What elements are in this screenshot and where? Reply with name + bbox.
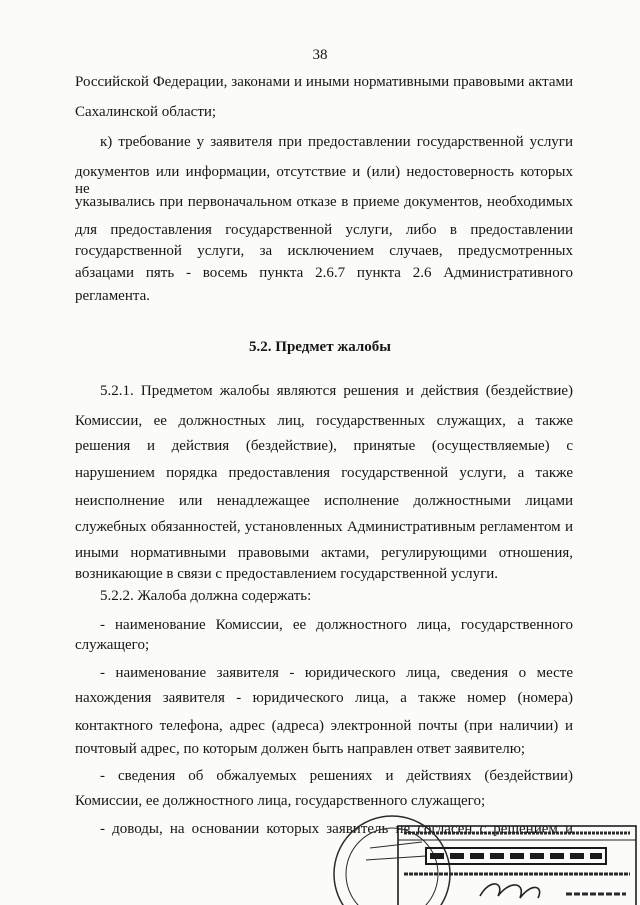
round-seal-text-stroke xyxy=(366,856,426,860)
text-line: решения и действия (бездействие), принятые (осуществляемые) с xyxy=(75,438,573,454)
text-line: Комиссии, ее должностного лица, государственного служащего; xyxy=(75,793,486,809)
text-line: - наименование заявителя - юридического лица, сведения о месте xyxy=(100,665,573,681)
text-line: документов или информации, отсутствие и (или) недостоверность которых не xyxy=(75,164,573,197)
certification-stamp xyxy=(330,812,640,905)
section-heading: 5.2. Предмет жалобы xyxy=(249,339,391,355)
text-line: Сахалинской области; xyxy=(75,104,217,120)
text-line: регламента. xyxy=(75,288,151,304)
text-line: нахождения заявителя - юридического лица, а также номер (номера) xyxy=(75,690,573,706)
round-seal-text-stroke xyxy=(370,842,422,848)
text-line: абзацами пять - восемь пункта 2.6.7 пункта 2.6 Административного xyxy=(75,265,573,281)
text-line: - наименование Комиссии, ее должностного лица, государственного xyxy=(100,617,573,633)
text-line: нарушением порядка предоставления государственной услуги, а также xyxy=(75,465,573,481)
signature xyxy=(480,884,540,898)
text-line: контактного телефона, адрес (адреса) электронной почты (при наличии) и xyxy=(75,718,573,734)
text-line: неисполнение или ненадлежащее исполнение должностными лицами xyxy=(75,493,573,509)
text-line: 5.2.2. Жалоба должна содержать: xyxy=(100,588,312,604)
text-line: служащего; xyxy=(75,637,150,653)
stamp-graphic xyxy=(330,812,640,905)
text-line: 5.2.1. Предметом жалобы являются решения и действия (бездействие) xyxy=(100,383,573,399)
text-line: служебных обязанностей, установленных Административным регламентом и xyxy=(75,519,573,535)
text-line: к) требование у заявителя при предоставлении государственной услуги xyxy=(100,134,573,150)
page-number: 38 xyxy=(312,47,328,63)
text-line: иными нормативными правовыми актами, регулирующими отношения, xyxy=(75,545,573,561)
round-seal-outer xyxy=(334,816,450,905)
text-line: возникающие в связи с предоставлением государственной услуги. xyxy=(75,566,499,582)
text-line: - доводы, на основании которых заявитель не согласен с решением и xyxy=(100,821,573,837)
text-line: для предоставления государственной услуги, либо в предоставлении xyxy=(75,222,573,238)
text-line: - сведения об обжалуемых решениях и действиях (бездействии) xyxy=(100,768,573,784)
text-line: Комиссии, ее должностных лиц, государственных служащих, а также xyxy=(75,413,573,429)
text-line: Российской Федерации, законами и иными нормативными правовыми актами xyxy=(75,74,573,90)
text-line: почтовый адрес, по которым должен быть направлен ответ заявителю; xyxy=(75,741,526,757)
text-line: указывались при первоначальном отказе в приеме документов, необходимых xyxy=(75,194,573,210)
text-line: государственной услуги, за исключением случаев, предусмотренных xyxy=(75,243,573,259)
